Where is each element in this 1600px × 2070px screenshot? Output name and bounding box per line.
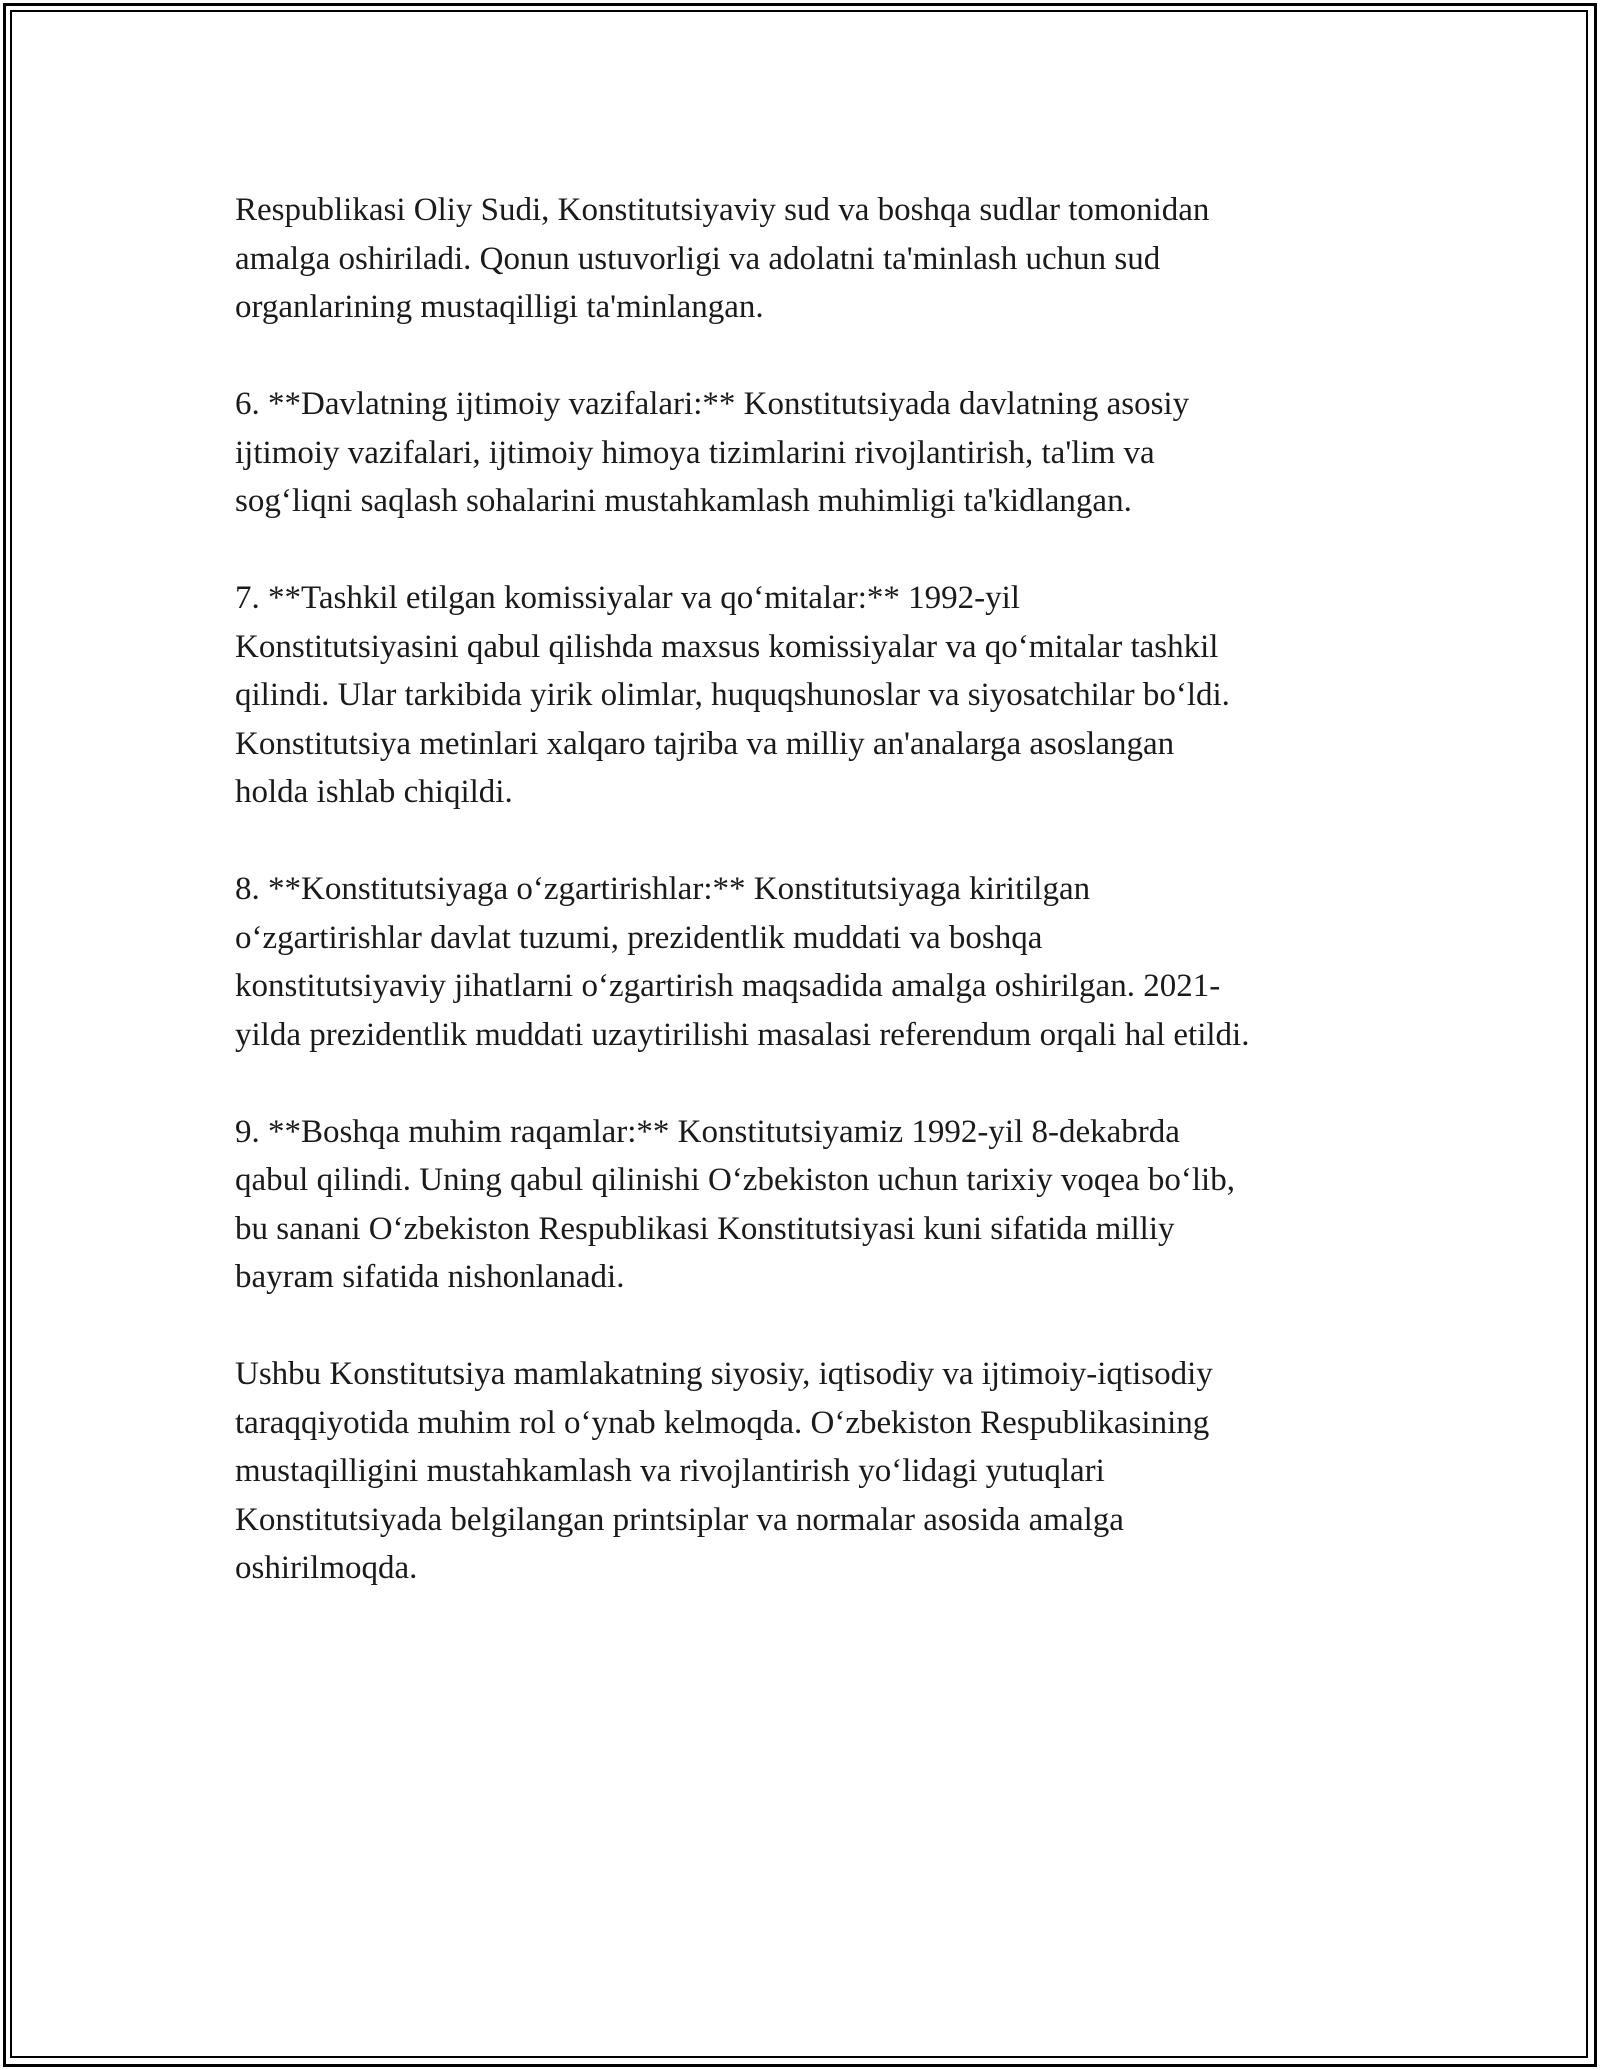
paragraph-conclusion: Ushbu Konstitutsiya mamlakatning siyosiy, iqtisodiy va ijtimoiy-iqtisodiy taraqqiyotida muhim rol o‘ynab kelmoqda. O‘zbekiston Respublikasining mustaqilligini mustahkamlash va rivojlantirish yo‘lidagi yutuqlari Konstitutsiyada belgilangan printsiplar va normalar asosida amalga oshirilmoqda.	[235, 1356, 1213, 1586]
document-body	[235, 186, 1375, 1593]
paragraph-judiciary: Respublikasi Oliy Sudi, Konstitutsiyaviy sud va boshqa sudlar tomonidan amalga oshiriladi. Qonun ustuvorligi va adolatni ta'minlash uchun sud organlarining mustaqilligi ta'minlangan.	[235, 192, 1210, 325]
paragraph-item-9-key-figures: 9. **Boshqa muhim raqamlar:** Konstitutsiyamiz 1992-yil 8-dekabrda qabul qilindi. Uning qabul qilinishi O‘zbekiston uchun tarixiy voqea bo‘lib, bu sanani O‘zbekiston Respublikasi Konstitutsiyasi kuni sifatida milliy bayram sifatida nishonlanadi.	[235, 1113, 1235, 1295]
paragraph-item-7-commissions: 7. **Tashkil etilgan komissiyalar va qo‘mitalar:** 1992-yil Konstitutsiyasini qabul qilishda maxsus komissiyalar va qo‘mitalar tashkil qilindi. Ular tarkibida yirik olimlar, huquqshunoslar va siyosatchilar bo‘ldi. Konstitutsiya metinlari xalqaro tajriba va milliy an'analarga asoslangan holda ishlab chiqildi.	[235, 580, 1230, 810]
paragraph-item-6-social-functions: 6. **Davlatning ijtimoiy vazifalari:** Konstitutsiyada davlatning asosiy ijtimoiy vazifalari, ijtimoiy himoya tizimlarini rivojlantirish, ta'lim va sog‘liqni saqlash sohalarini mustahkamlash muhimligi ta'kidlangan.	[235, 386, 1190, 519]
paragraph-item-8-amendments: 8. **Konstitutsiyaga o‘zgartirishlar:** Konstitutsiyaga kiritilgan o‘zgartirishlar davlat tuzumi, prezidentlik muddati va boshqa konstitutsiyaviy jihatlarni o‘zgartirish maqsadida amalga oshirilgan. 2021- yilda prezidentlik muddati uzaytirilishi masalasi referendum orqali hal etildi.	[235, 871, 1250, 1053]
